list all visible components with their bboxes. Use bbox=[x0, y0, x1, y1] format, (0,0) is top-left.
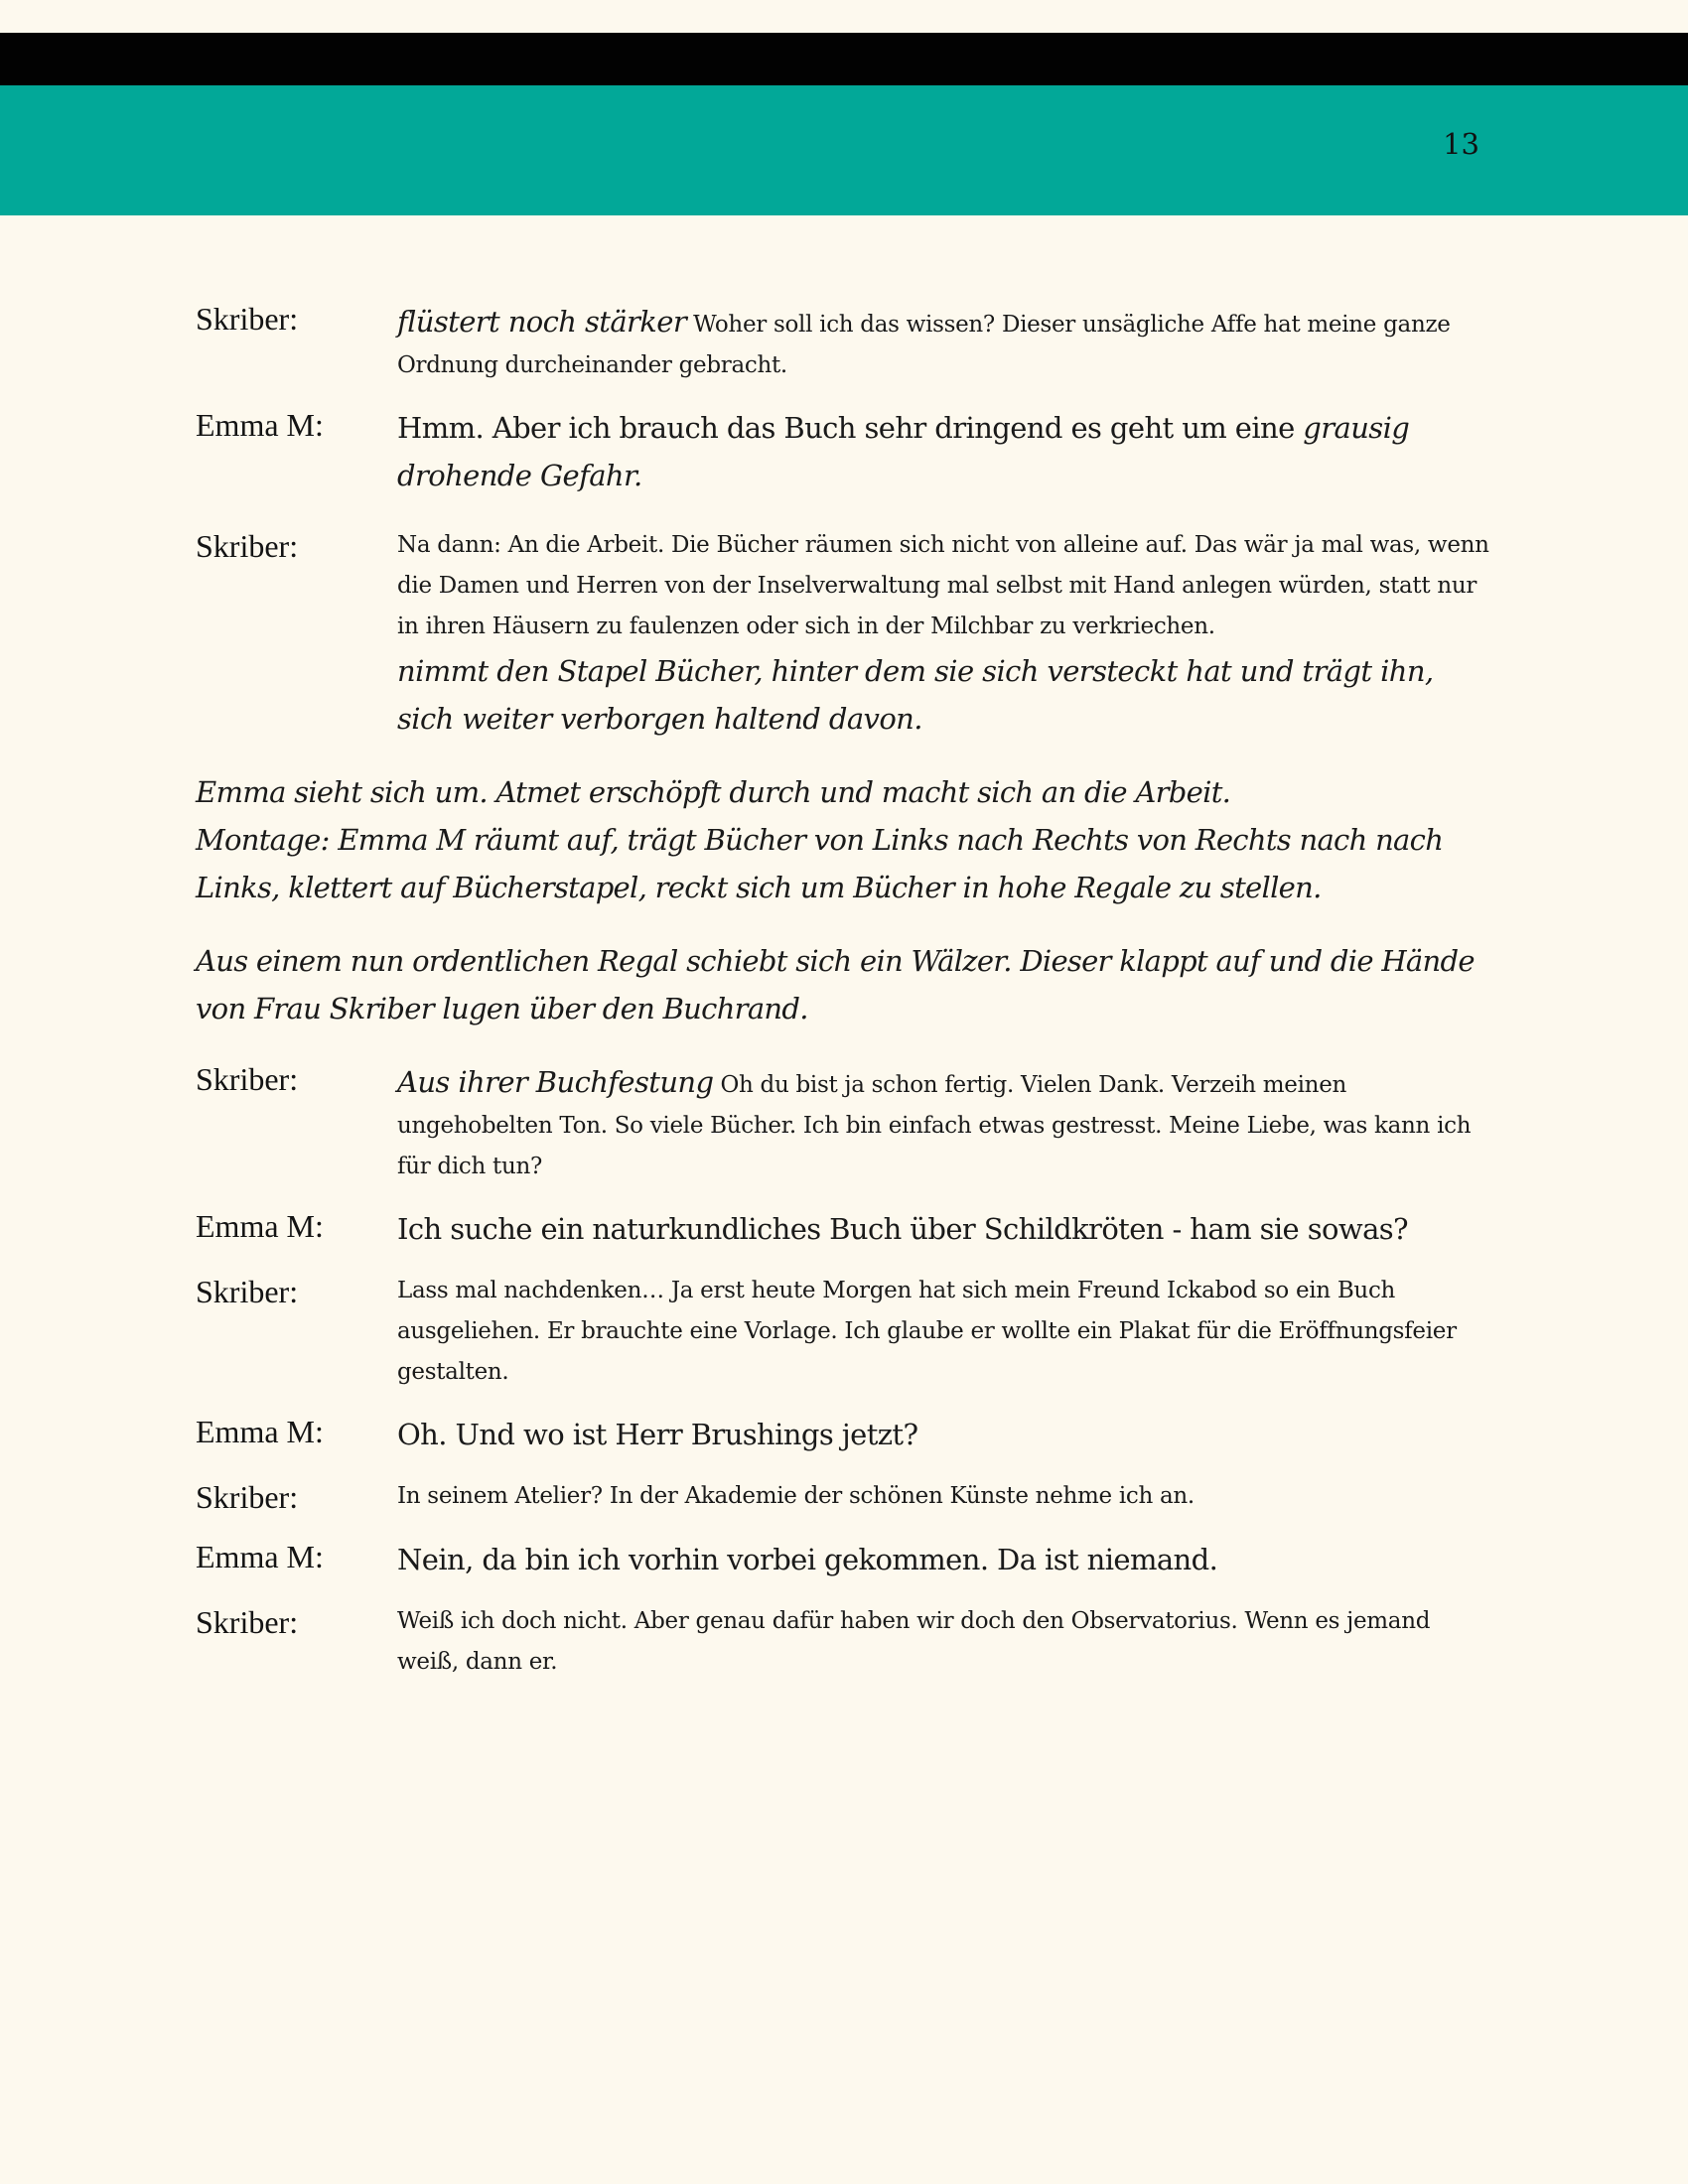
page-number: 13 bbox=[1443, 127, 1479, 161]
speaker-label: Skriber: bbox=[196, 1274, 299, 1309]
speaker-label: Emma M: bbox=[196, 1208, 324, 1244]
stage-direction-block bbox=[196, 937, 1506, 1032]
dialogue-line bbox=[196, 1058, 1496, 1187]
speech-text: Nein, da bin ich vorhin vorbei gekommen. Da ist niemand. bbox=[397, 1543, 1218, 1576]
stage-direction-text: Montage: Emma M räumt auf, trägt Bücher von Links nach Rechts von Rechts nach nach Links, klettert auf Bücherstapel, reckt sich um Bücher in hohe Regale zu stellen. bbox=[196, 823, 1444, 904]
speech-text: Oh du bist ja schon fertig. Vielen Dank. Verzeih meinen ungehobelten Ton. So viele Bücher. Ich bin einfach etwas gestresst. Meine Liebe, was kann ich für dich tun? bbox=[397, 1072, 1472, 1179]
speaker-label: Emma M: bbox=[196, 407, 324, 443]
dialogue-line bbox=[196, 1536, 1496, 1583]
speaker-label: Skriber: bbox=[196, 528, 299, 564]
dialogue-text bbox=[397, 404, 1496, 499]
speech-text: Lass mal nachdenken… Ja erst heute Morgen hat sich mein Freund Ickabod so ein Buch ausgeliehen. Er brauchte eine Vorlage. Ich glaube er wollte ein Plakat für die Eröffnungsfeier gestalten. bbox=[397, 1278, 1457, 1385]
dialogue-text bbox=[397, 1058, 1496, 1187]
script-content bbox=[196, 298, 1496, 1683]
stage-direction-inline: flüstert noch stärker bbox=[397, 305, 687, 339]
speech-text: Oh. Und wo ist Herr Brushings jetzt? bbox=[397, 1418, 918, 1451]
dialogue-line bbox=[196, 298, 1496, 386]
stage-direction-text: Aus einem nun ordentlichen Regal schiebt sich ein Wälzer. Dieser klappt auf und die Hände von Frau Skriber lugen über den Buchrand. bbox=[196, 944, 1475, 1025]
speech-text: Na dann: An die Arbeit. Die Bücher räumen sich nicht von alleine auf. Das wär ja mal was, wenn die Damen und Herren von der Inselverwaltung mal selbst mit Hand anlegen würden, statt nur in ihren Häusern zu faulenzen oder sich in der Milchbar zu verkriechen. bbox=[397, 532, 1489, 639]
stage-direction-block bbox=[196, 768, 1496, 911]
speech-emphasis: grausig drohende Gefahr. bbox=[397, 411, 1410, 492]
stage-direction-text: Emma sieht sich um. Atmet erschöpft durch und macht sich an die Arbeit. bbox=[196, 775, 1231, 809]
header-band bbox=[0, 85, 1688, 215]
dialogue-line bbox=[196, 404, 1496, 499]
dialogue-line bbox=[196, 525, 1496, 743]
stage-direction-inline: nimmt den Stapel Bücher, hinter dem sie sich versteckt hat und trägt ihn, sich weiter verborgen haltend davon. bbox=[397, 654, 1434, 736]
top-black-bar bbox=[0, 33, 1688, 85]
dialogue-line bbox=[196, 1205, 1496, 1253]
dialogue-line bbox=[196, 1411, 1496, 1458]
dialogue-text bbox=[397, 298, 1496, 386]
speaker-label: Emma M: bbox=[196, 1539, 324, 1574]
speaker-label: Skriber: bbox=[196, 301, 299, 337]
speech-text: Hmm. Aber ich brauch das Buch sehr dringend es geht um eine bbox=[397, 411, 1304, 445]
dialogue-line bbox=[196, 1601, 1496, 1683]
dialogue-text bbox=[397, 525, 1496, 743]
speech-text: In seinem Atelier? In der Akademie der schönen Künste nehme ich an. bbox=[397, 1483, 1195, 1509]
speaker-label: Emma M: bbox=[196, 1414, 324, 1449]
dialogue-line bbox=[196, 1476, 1496, 1518]
speaker-label: Skriber: bbox=[196, 1479, 299, 1515]
speech-text: Weiß ich doch nicht. Aber genau dafür haben wir doch den Observatorius. Wenn es jemand weiß, dann er. bbox=[397, 1608, 1431, 1675]
speaker-label: Skriber: bbox=[196, 1061, 299, 1097]
dialogue-line bbox=[196, 1271, 1496, 1393]
speaker-label: Skriber: bbox=[196, 1604, 299, 1640]
speech-text: Woher soll ich das wissen? Dieser unsägliche Affe hat meine ganze Ordnung durcheinander gebracht. bbox=[397, 312, 1451, 378]
stage-direction-inline: Aus ihrer Buchfestung bbox=[397, 1065, 714, 1099]
speech-text: Ich suche ein naturkundliches Buch über Schildkröten - ham sie sowas? bbox=[397, 1212, 1409, 1246]
